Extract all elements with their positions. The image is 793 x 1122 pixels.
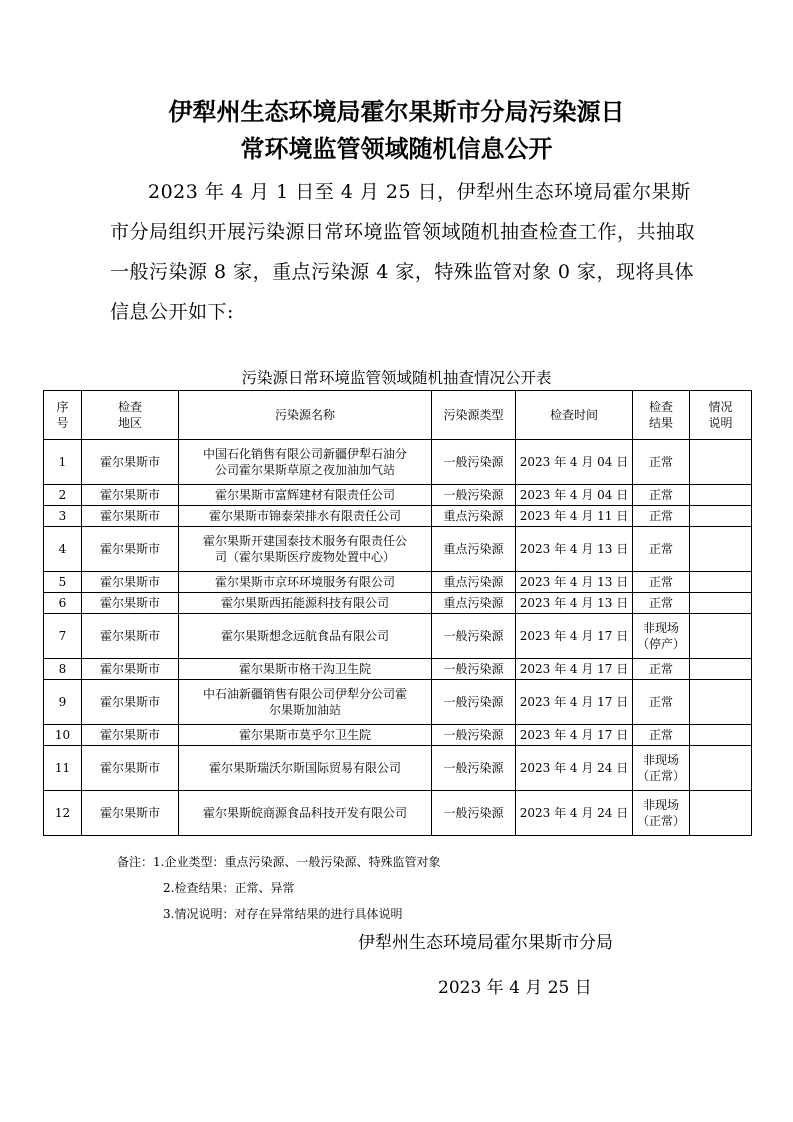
notes: [117, 849, 440, 927]
table-row: [44, 572, 752, 593]
cell-name: 中石油新疆销售有限公司伊犁分公司霍 尔果斯加油站: [179, 680, 432, 725]
cell-note: [690, 659, 752, 680]
cell-note: [690, 527, 752, 572]
cell-type: 一般污染源: [432, 725, 516, 746]
cell-note: [690, 572, 752, 593]
title-line-1: 伊犁州生态环境局霍尔果斯市分局污染源日: [168, 98, 625, 126]
cell-seq: 1: [44, 440, 82, 485]
cell-result: 正常: [633, 527, 690, 572]
cell-seq: 9: [44, 680, 82, 725]
cell-time: 2023 年 4 月 17 日: [516, 725, 633, 746]
cell-area: 霍尔果斯市: [82, 680, 179, 725]
cell-seq: 7: [44, 614, 82, 659]
cell-note: [690, 506, 752, 527]
cell-name: 霍尔果斯皖商源食品科技开发有限公司: [179, 791, 432, 836]
cell-name: 中国石化销售有限公司新疆伊犁石油分 公司霍尔果斯草原之夜加油加气站: [179, 440, 432, 485]
header-type: 污染源类型: [432, 391, 516, 440]
cell-seq: 2: [44, 485, 82, 506]
cell-result: 正常: [633, 725, 690, 746]
intro-paragraph: 2023 年 4 月 1 日至 4 月 25 日，伊犁州生态环境局霍尔果斯市分局组织开展污染源日常环境监管领域随机抽查检查工作，共抽取一般污染源 8 家，重点污染源 4 家，特殊监管对象 0 家，现将具体信息公开如下:: [110, 181, 696, 323]
cell-result: 非现场 （正常）: [633, 746, 690, 791]
cell-name: 霍尔果斯西拓能源科技有限公司: [179, 593, 432, 614]
cell-name: 霍尔果斯市格干沟卫生院: [179, 659, 432, 680]
table-row: [44, 725, 752, 746]
cell-seq: 12: [44, 791, 82, 836]
cell-note: [690, 680, 752, 725]
cell-time: 2023 年 4 月 17 日: [516, 659, 633, 680]
cell-note: [690, 791, 752, 836]
cell-type: 一般污染源: [432, 485, 516, 506]
note-line-2: 2.检查结果：正常、异常: [163, 881, 295, 895]
cell-note: [690, 440, 752, 485]
table-row: [44, 746, 752, 791]
table-title: 污染源日常环境监管领域随机抽查情况公开表: [241, 369, 552, 387]
cell-type: 一般污染源: [432, 659, 516, 680]
cell-area: 霍尔果斯市: [82, 725, 179, 746]
cell-time: 2023 年 4 月 17 日: [516, 680, 633, 725]
cell-seq: 11: [44, 746, 82, 791]
cell-name: 霍尔果斯市富辉建材有限责任公司: [179, 485, 432, 506]
cell-time: 2023 年 4 月 17 日: [516, 614, 633, 659]
cell-area: 霍尔果斯市: [82, 440, 179, 485]
cell-area: 霍尔果斯市: [82, 506, 179, 527]
inspection-table: [43, 390, 752, 836]
cell-result: 非现场 （停产）: [633, 614, 690, 659]
cell-type: 一般污染源: [432, 614, 516, 659]
cell-name: 霍尔果斯市京环环境服务有限公司: [179, 572, 432, 593]
header-time: 检查时间: [516, 391, 633, 440]
cell-area: 霍尔果斯市: [82, 791, 179, 836]
table-row: [44, 485, 752, 506]
cell-time: 2023 年 4 月 24 日: [516, 791, 633, 836]
header-note: 情况 说明: [690, 391, 752, 440]
cell-result: 正常: [633, 485, 690, 506]
cell-seq: 4: [44, 527, 82, 572]
header-area: 检查 地区: [82, 391, 179, 440]
header-seq: 序 号: [44, 391, 82, 440]
table-row: [44, 659, 752, 680]
cell-type: 一般污染源: [432, 746, 516, 791]
cell-area: 霍尔果斯市: [82, 593, 179, 614]
cell-time: 2023 年 4 月 04 日: [516, 440, 633, 485]
header-result: 检查 结果: [633, 391, 690, 440]
cell-result: 正常: [633, 506, 690, 527]
table-header-row: [44, 391, 752, 440]
document-title: [60, 94, 733, 168]
cell-result: 非现场 （正常）: [633, 791, 690, 836]
cell-type: 一般污染源: [432, 680, 516, 725]
cell-area: 霍尔果斯市: [82, 527, 179, 572]
table-row: [44, 440, 752, 485]
cell-note: [690, 485, 752, 506]
cell-type: 重点污染源: [432, 506, 516, 527]
cell-type: 重点污染源: [432, 593, 516, 614]
cell-area: 霍尔果斯市: [82, 614, 179, 659]
table-row: [44, 680, 752, 725]
cell-note: [690, 746, 752, 791]
cell-seq: 10: [44, 725, 82, 746]
cell-name: 霍尔果斯瑞沃尔斯国际贸易有限公司: [179, 746, 432, 791]
cell-result: 正常: [633, 572, 690, 593]
table-row: [44, 506, 752, 527]
table-row: [44, 614, 752, 659]
cell-note: [690, 725, 752, 746]
table-body: [44, 440, 752, 836]
cell-type: 重点污染源: [432, 527, 516, 572]
cell-type: 一般污染源: [432, 440, 516, 485]
note-line-1: 备注：1.企业类型：重点污染源、一般污染源、特殊监管对象: [117, 855, 441, 869]
cell-seq: 3: [44, 506, 82, 527]
cell-name: 霍尔果斯想念远航食品有限公司: [179, 614, 432, 659]
cell-name: 霍尔果斯开建国泰技术服务有限责任公 司（霍尔果斯医疗废物处置中心）: [179, 527, 432, 572]
cell-time: 2023 年 4 月 04 日: [516, 485, 633, 506]
cell-time: 2023 年 4 月 13 日: [516, 593, 633, 614]
cell-seq: 5: [44, 572, 82, 593]
cell-type: 重点污染源: [432, 572, 516, 593]
cell-area: 霍尔果斯市: [82, 746, 179, 791]
signature-organization: 伊犁州生态环境局霍尔果斯市分局: [358, 933, 613, 953]
cell-result: 正常: [633, 593, 690, 614]
title-line-2: 常环境监管领域随机信息公开: [240, 135, 553, 163]
cell-type: 一般污染源: [432, 791, 516, 836]
cell-area: 霍尔果斯市: [82, 572, 179, 593]
cell-name: 霍尔果斯市锦泰荣排水有限责任公司: [179, 506, 432, 527]
cell-note: [690, 614, 752, 659]
table-row: [44, 593, 752, 614]
cell-note: [690, 593, 752, 614]
cell-seq: 6: [44, 593, 82, 614]
cell-time: 2023 年 4 月 11 日: [516, 506, 633, 527]
table-row: [44, 527, 752, 572]
cell-time: 2023 年 4 月 24 日: [516, 746, 633, 791]
cell-time: 2023 年 4 月 13 日: [516, 572, 633, 593]
note-line-3: 3.情况说明：对存在异常结果的进行具体说明: [163, 907, 403, 921]
cell-result: 正常: [633, 440, 690, 485]
cell-result: 正常: [633, 659, 690, 680]
cell-time: 2023 年 4 月 13 日: [516, 527, 633, 572]
cell-area: 霍尔果斯市: [82, 485, 179, 506]
table-row: [44, 791, 752, 836]
cell-area: 霍尔果斯市: [82, 659, 179, 680]
header-name: 污染源名称: [179, 391, 432, 440]
cell-seq: 8: [44, 659, 82, 680]
cell-result: 正常: [633, 680, 690, 725]
cell-name: 霍尔果斯市莫乎尔卫生院: [179, 725, 432, 746]
signature-date: 2023 年 4 月 25 日: [438, 978, 592, 998]
